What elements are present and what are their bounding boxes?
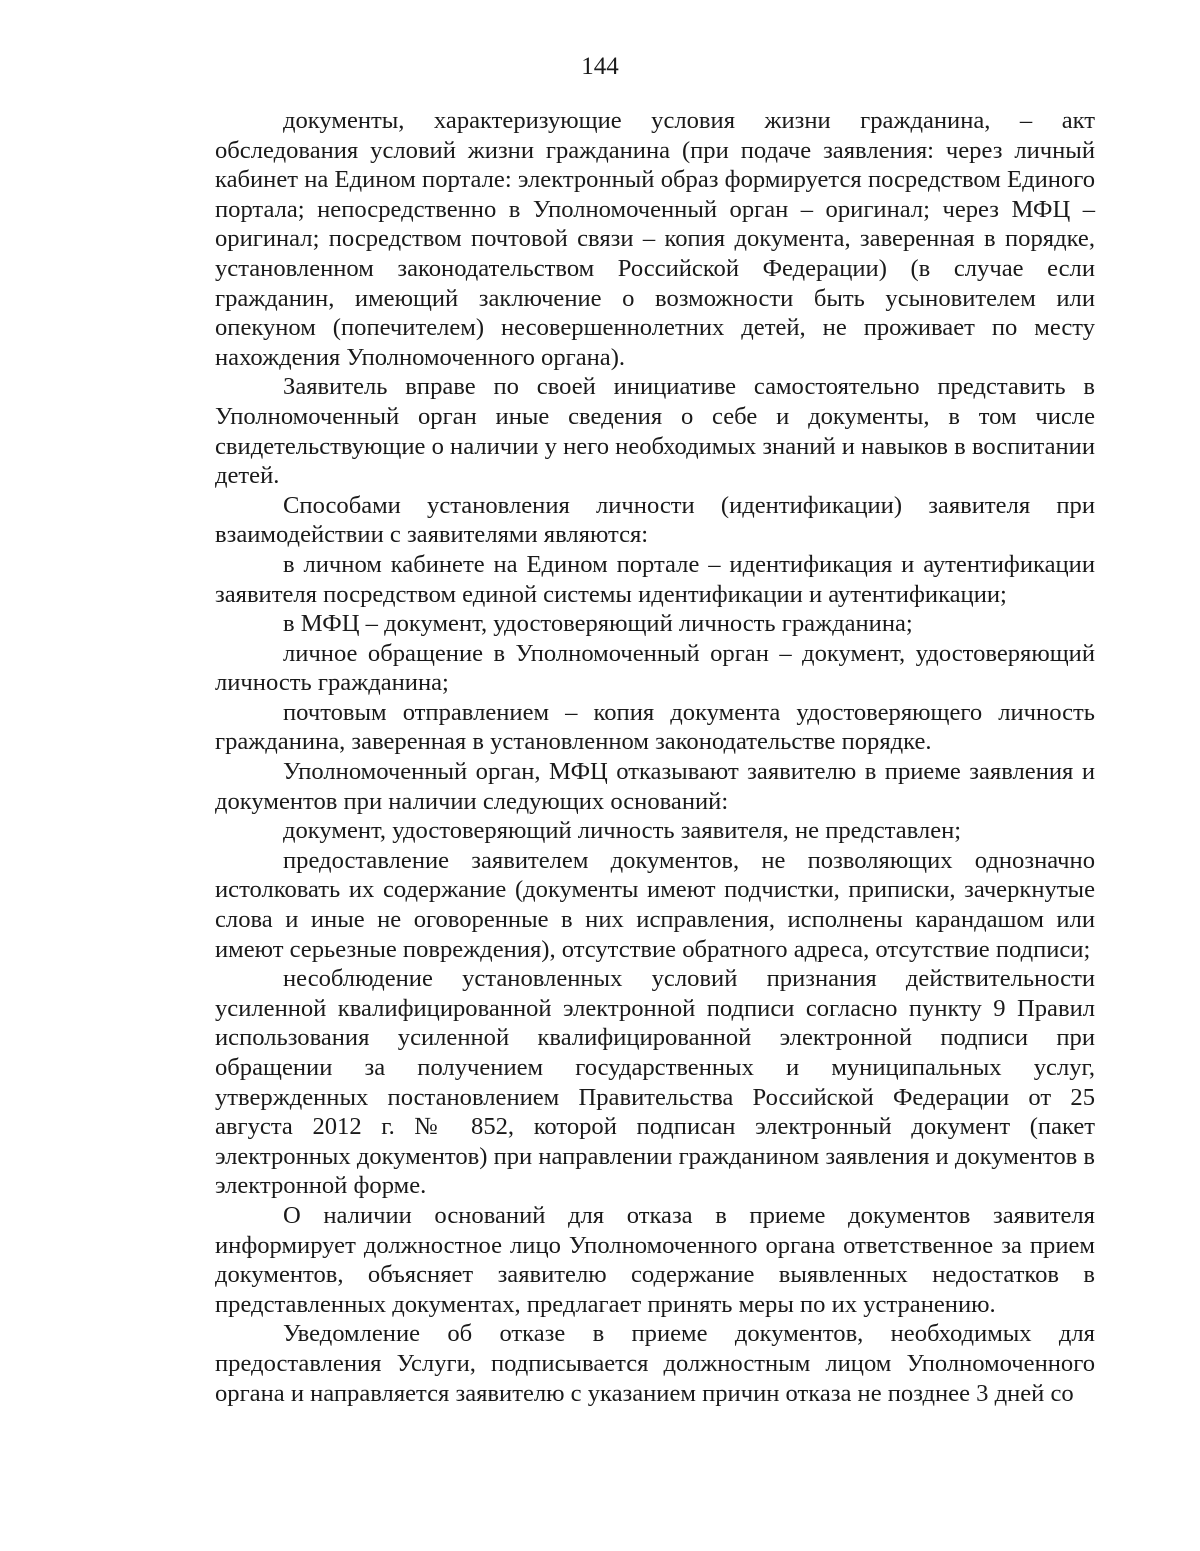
paragraph-refusal-ambiguous-docs: предоставление заявителем документов, не позволяющих однозначно истолковать их содержание (документы имеют подчистки, приписки, зачеркнутые слова и иные не оговоренные в них исправления, исполнены карандашом или имеют серьезные повреждения), отсутствие обратного адреса, отсутствие подписи; — [215, 846, 1095, 963]
page-number: 144 — [581, 53, 619, 80]
paragraph-identification-mail: почтовым отправлением – копия документа удостоверяющего личность гражданина, заверенная в установленном законодательстве порядке. — [215, 698, 1095, 756]
paragraph-identification-portal: в личном кабинете на Едином портале – идентификация и аутентификации заявителя посредством единой системы идентификации и аутентификации; — [215, 550, 1095, 608]
paragraph-identification-methods: Способами установления личности (идентификации) заявителя при взаимодействии с заявителями являются: — [215, 491, 1095, 549]
paragraph-applicant-right: Заявитель вправе по своей инициативе самостоятельно представить в Уполномоченный орган иные сведения о себе и документы, в том числе свидетельствующие о наличии у него необходимых знаний и навыков в воспитании детей. — [215, 373, 1095, 490]
paragraph-living-conditions-documents: документы, характеризующие условия жизни гражданина, – акт обследования условий жизни гражданина (при подаче заявления: через личный кабинет на Едином портале: электронный образ формируется посредством Единого портала; непосредственно в Уполномоченный орган – оригинал; через МФЦ – оригинал; посредством почтовой связи – копия документа, заверенная в порядке, установленном законодательством Российской Федерации) (в случае если гражданин, имеющий заключение о возможности быть усыновителем или опекуном (попечителем) несовершеннолетних детей, не проживает по месту нахождения Уполномоченного органа). — [215, 107, 1095, 371]
paragraph-identification-personal: личное обращение в Уполномоченный орган – документ, удостоверяющий личность гражданина; — [215, 639, 1095, 697]
paragraph-refusal-notification: Уведомление об отказе в приеме документов, необходимых для предоставления Услуги, подписывается должностным лицом Уполномоченного органа и направляется заявителю с указанием причин отказа не позднее 3 дней со — [215, 1320, 1095, 1407]
paragraph-refusal-informing: О наличии оснований для отказа в приеме документов заявителя информирует должностное лицо Уполномоченного органа ответственное за прием документов, объясняет заявителю содержание выявленных недостатков в представленных документах, предлагает принять меры по их устранению. — [215, 1201, 1095, 1318]
paragraph-refusal-signature: несоблюдение установленных условий признания действительности усиленной квалифицированной электронной подписи согласно пункту 9 Правил использования усиленной квалифицированной электронной подписи при обращении за получением государственных и муниципальных услуг, утвержденных постановлением Правительства Российской Федерации от 25 августа 2012 г. № 852, которой подписан электронный документ (пакет электронных документов) при направлении гражданином заявления и документов в электронной форме. — [215, 965, 1095, 1200]
paragraph-refusal-grounds: Уполномоченный орган, МФЦ отказывают заявителю в приеме заявления и документов при наличии следующих оснований: — [215, 758, 1095, 815]
document-body — [215, 106, 1095, 1408]
paragraph-identification-mfc: в МФЦ – документ, удостоверяющий личность гражданина; — [283, 610, 913, 638]
paragraph-refusal-no-id: документ, удостоверяющий личность заявителя, не представлен; — [283, 817, 962, 845]
